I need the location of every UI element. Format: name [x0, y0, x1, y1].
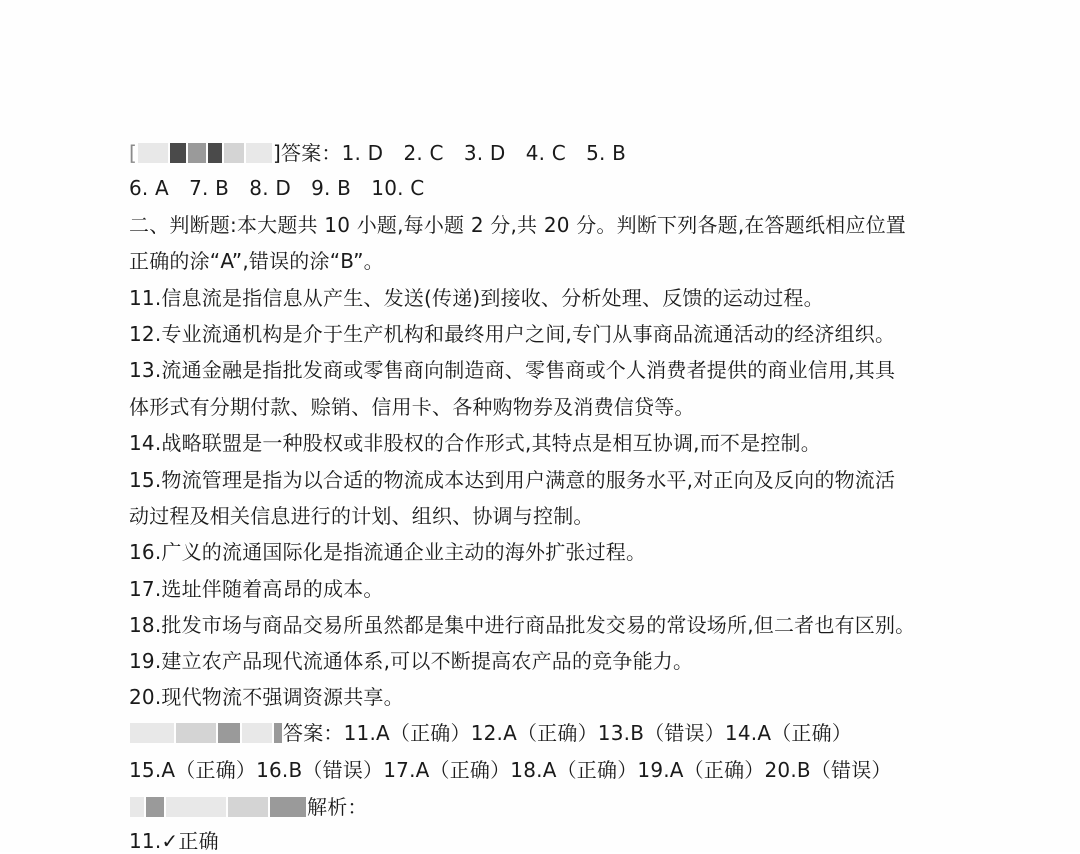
- question-17: 17.选址伴随着高昂的成本。: [129, 577, 384, 601]
- question-11: 11.信息流是指信息从产生、发送(传递)到接收、分析处理、反馈的运动过程。: [129, 286, 824, 310]
- question-13-line-2: 体形式有分期付款、赊销、信用卡、各种购物券及消费信贷等。: [129, 395, 695, 419]
- question-19: 19.建立农产品现代流通体系,可以不断提高农产品的竞争能力。: [129, 649, 694, 673]
- redacted-label: [129, 795, 307, 819]
- answer-label: ]答案：: [273, 141, 342, 165]
- answers-row-1: 1. D 2. C 3. D 4. C 5. B: [341, 141, 627, 165]
- question-15-line-1: 15.物流管理是指为以合适的物流成本达到用户满意的服务水平,对正向及反向的物流活: [129, 468, 896, 492]
- question-16: 16.广义的流通国际化是指流通企业主动的海外扩张过程。: [129, 540, 647, 564]
- question-18: 18.批发市场与商品交易所虽然都是集中进行商品批发交易的常设场所,但二者也有区别。: [129, 613, 916, 637]
- redacted-label: [: [129, 141, 273, 165]
- answer-line-2: [129, 720, 852, 746]
- section-heading-line-1: 二、判断题:本大题共 10 小题,每小题 2 分,共 20 分。判断下列各题,在答题纸相应位置: [129, 213, 906, 237]
- question-15-line-2: 动过程及相关信息进行的计划、组织、协调与控制。: [129, 504, 594, 528]
- answers-row-2: 6. A 7. B 8. D 9. B 10. C: [129, 176, 425, 200]
- section-heading-line-2: 正确的涂“A”,错误的涂“B”。: [129, 249, 384, 273]
- answers-row-4: 15.A（正确）16.B（错误）17.A（正确）18.A（正确）19.A（正确）20.B（错误）: [129, 758, 892, 782]
- redacted-label: [129, 721, 283, 745]
- answer-label: 答案：: [283, 721, 344, 745]
- answer-line-1: [129, 140, 626, 166]
- analysis-line: [129, 794, 368, 820]
- question-12: 12.专业流通机构是介于生产机构和最终用户之间,专门从事商品流通活动的经济组织。: [129, 322, 896, 346]
- answers-row-3: 11.A（正确）12.A（正确）13.B（错误）14.A（正确）: [343, 721, 853, 745]
- analysis-label: 解析：: [307, 795, 368, 819]
- question-13-line-1: 13.流通金融是指批发商或零售商向制造商、零售商或个人消费者提供的商业信用,其具: [129, 358, 896, 382]
- question-14: 14.战略联盟是一种股权或非股权的合作形式,其特点是相互协调,而不是控制。: [129, 431, 821, 455]
- question-20: 20.现代物流不强调资源共享。: [129, 685, 404, 709]
- analysis-item-11: 11.✓正确: [129, 829, 219, 853]
